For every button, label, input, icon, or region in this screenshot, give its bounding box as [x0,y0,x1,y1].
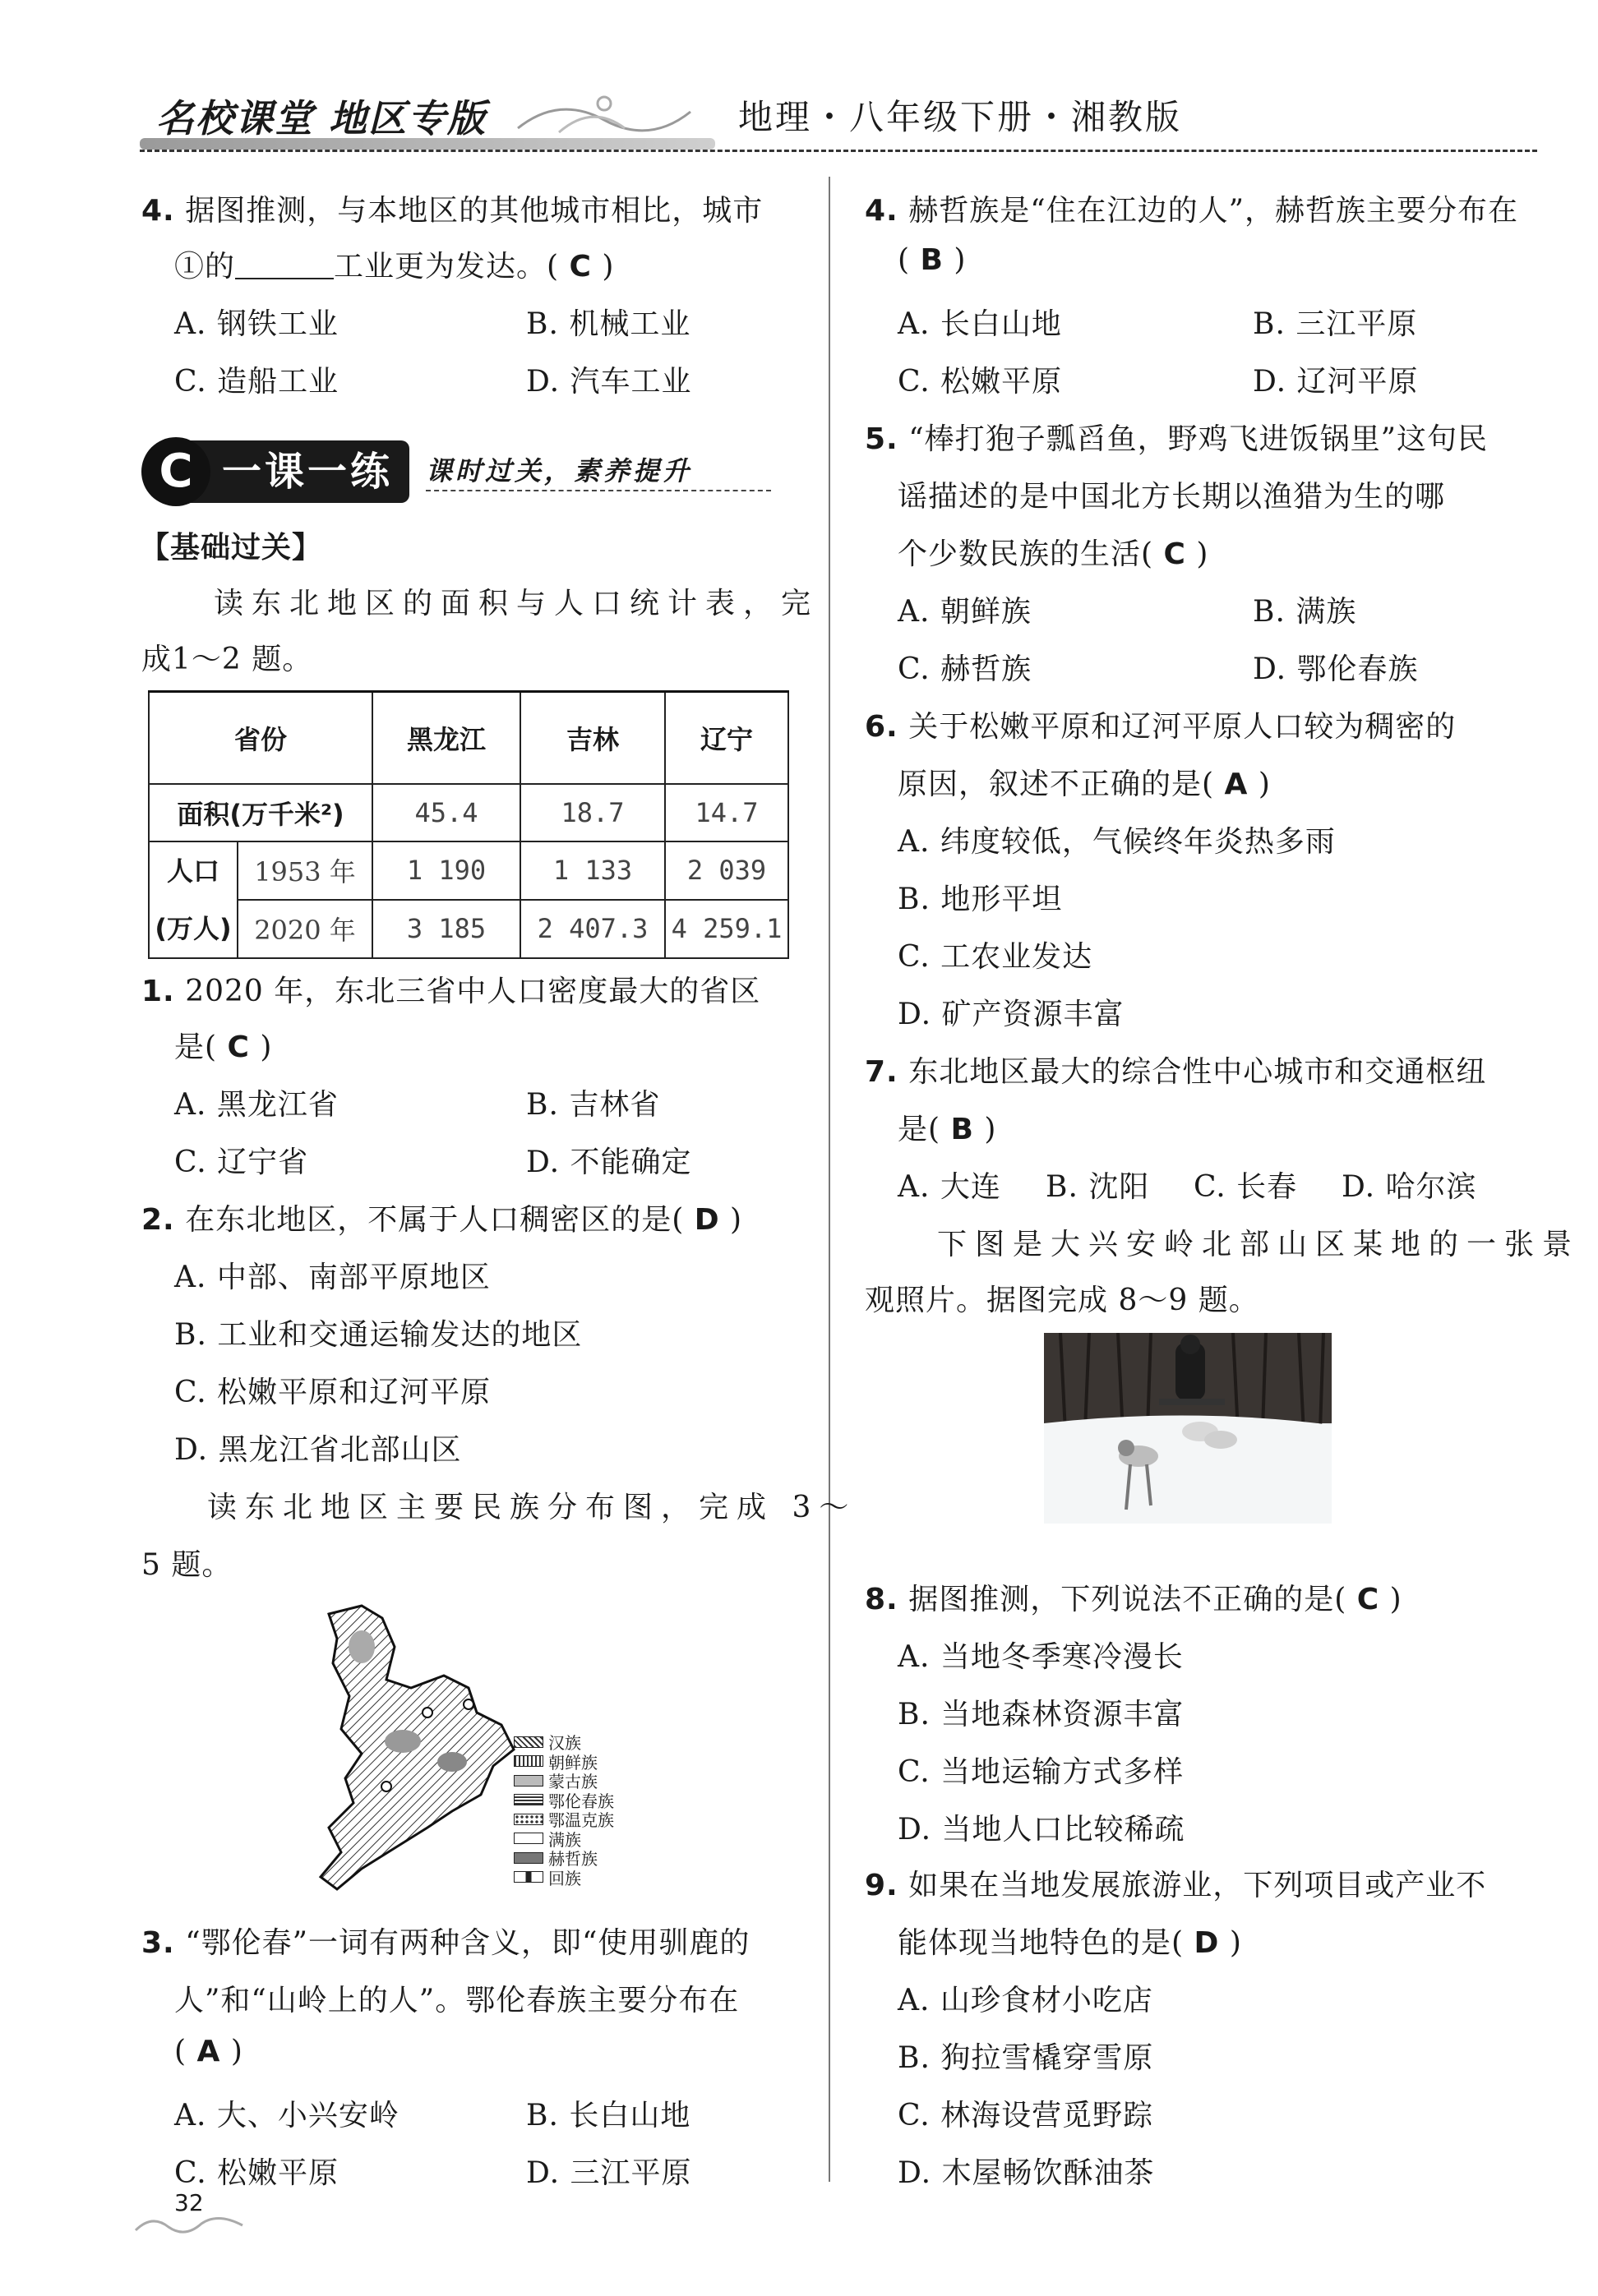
intro-text: 读东北地区的面积与人口统计表，完 [214,587,820,620]
legend-swatch [514,1794,543,1805]
option-a: A. 长白山地 [898,307,1062,341]
option-b: B. 地形平坦 [898,883,1063,916]
table-header: 省份 [149,692,372,784]
question-text: 如果在当地发展旅游业，下列项目或产业不 [908,1869,1487,1902]
paren-close: ) [260,1030,273,1064]
option-c: C. 松嫩平原 [898,365,1063,399]
page-number: 32 [174,2189,204,2216]
question-number: 3. [141,1926,175,1960]
section-letter: C [141,437,210,506]
legend-swatch [514,1871,543,1883]
map-legend [514,1732,614,1887]
question-text: 据图推测，下列说法不正确的是( [908,1583,1347,1616]
legend-label: 鄂温克族 [548,1810,614,1831]
option-b: B. 满族 [1253,595,1357,629]
table-cell: 2 407.3 [520,900,665,958]
question-text: 赫哲族是“住在江边的人”，赫哲族主要分布在 [908,194,1518,228]
option-a: A. 中部、南部平原地区 [174,1261,491,1294]
option-b: B. 狗拉雪橇穿雪原 [898,2041,1154,2075]
brand-title: 名校课堂 地区专版 [156,96,487,141]
header-rule [140,150,1537,152]
answer-letter: C [1356,1583,1380,1616]
answer-letter: C [1163,537,1186,571]
option-d: D. 当地人口比较稀疏 [898,1813,1185,1846]
option-d: D. 辽河平原 [1253,365,1419,399]
table-cell: 1 133 [520,841,665,900]
option-b: B. 当地森林资源丰富 [898,1698,1185,1731]
intro-text: 读东北地区主要民族分布图，完成 3～ [207,1491,857,1524]
paren-close: ) [1389,1583,1402,1616]
paren-close: ) [230,2035,243,2068]
legend-swatch [514,1852,543,1864]
question-text: 2020 年，东北三省中人口密度最大的省区 [185,975,761,1008]
option-c: C. 当地运输方式多样 [898,1755,1185,1789]
option-a: A. 黑龙江省 [174,1088,339,1122]
intro-text: 5 题。 [141,1548,233,1582]
question-number: 1. [141,975,175,1008]
legend-swatch [514,1755,543,1767]
intro-text: 下图是大兴安岭北部山区某地的一张景 [937,1228,1581,1261]
question-text: 东北地区最大的综合性中心城市和交通枢纽 [908,1055,1487,1089]
option-b: B. 机械工业 [526,307,691,341]
option-c: C. 长春 [1194,1170,1298,1204]
option-b: B. 沈阳 [1046,1170,1150,1204]
population-table [148,690,789,959]
question-text: “鄂伦春”一词有两种含义，即“使用驯鹿的 [185,1926,751,1960]
legend-label: 满族 [548,1829,581,1850]
paren-close: ) [1258,768,1271,801]
question-number: 2. [141,1203,175,1237]
table-cell: 3 185 [372,900,520,958]
table-row [149,784,788,841]
question-text: 工业更为发达。( [334,250,560,284]
option-c: C. 赫哲族 [898,652,1032,686]
legend-label: 朝鲜族 [548,1752,598,1773]
paren-close: ) [984,1113,997,1146]
answer-letter: A [196,2035,221,2068]
legend-swatch [514,1736,543,1748]
answer-letter: D [694,1203,720,1237]
option-a: A. 大、小兴安岭 [174,2099,400,2132]
question-number: 6. [865,710,898,744]
table-header: 吉林 [520,692,665,784]
question-text: 原因，叙述不正确的是( [898,768,1215,801]
legend-label: 赫哲族 [548,1849,598,1870]
page-header [140,82,1537,156]
table-cell: 面积(万千米²) [149,784,372,841]
ethnic-map [304,1598,715,1934]
footer-ornament-icon [132,2209,247,2238]
legend-label: 汉族 [548,1733,581,1754]
paren-close: ) [602,250,615,284]
option-a: A. 大连 [898,1170,1001,1204]
table-row [149,692,788,784]
question-text: 在东北地区，不属于人口稠密区的是( [185,1203,685,1237]
section-slogan: 课时过关，素养提升 [426,455,693,486]
option-c: C. 松嫩平原和辽河平原 [174,1376,492,1409]
legend-label: 鄂伦春族 [548,1791,614,1811]
option-c: C. 造船工业 [174,365,339,399]
legend-label: 回族 [548,1868,581,1888]
option-d: D. 黑龙江省北部山区 [174,1433,462,1467]
legend-item [514,1868,614,1888]
table-cell: 1 190 [372,841,520,900]
question-text: 是( [898,1113,941,1146]
section-banner [140,436,789,509]
option-d: D. 不能确定 [526,1146,692,1179]
option-a: A. 山珍食材小吃店 [898,1984,1153,2017]
option-b: B. 三江平原 [1253,307,1418,341]
table-row [149,900,788,958]
dog-sled-photo [1044,1333,1332,1524]
answer-letter: B [950,1113,974,1146]
table-cell: 18.7 [520,784,665,841]
question-text: 据图推测，与本地区的其他城市相比，城市 [185,194,764,228]
pop-unit: (万人) [155,912,232,944]
paren-close: ) [1229,1926,1242,1960]
answer-letter: A [1224,768,1249,801]
question-number: 7. [865,1055,898,1089]
table-cell: 14.7 [665,784,788,841]
table-cell: 4 259.1 [665,900,788,958]
paren-close: ) [1196,537,1209,571]
answer-letter: C [569,250,592,284]
paren-open: ( [174,2035,187,2068]
section-heading: 【基础过关】 [140,531,323,565]
legend-swatch [514,1814,543,1825]
question-number: 4. [865,194,898,228]
legend-swatch [514,1775,543,1787]
intro-text: 成1～2 题。 [141,643,313,676]
option-a: A. 当地冬季寒冷漫长 [898,1640,1184,1674]
question-number: 5. [865,422,898,456]
option-a: A. 纬度较低，气候终年炎热多雨 [898,825,1336,859]
answer-blank [235,255,334,279]
question-text: 人”和“山岭上的人”。鄂伦春族主要分布在 [174,1984,740,2017]
question-text: 谣描述的是中国北方长期以渔猎为生的哪 [898,480,1446,514]
intro-text: 观照片。据图完成 8～9 题。 [865,1284,1259,1317]
question-text: 关于松嫩平原和辽河平原人口较为稠密的 [908,710,1457,744]
legend-label: 蒙古族 [548,1772,598,1792]
paren-close: ) [954,243,967,277]
question-text: 能体现当地特色的是( [898,1926,1185,1960]
table-row [149,841,788,900]
legend-swatch [514,1833,543,1844]
option-d: D. 哈尔滨 [1342,1170,1477,1204]
option-c: C. 松嫩平原 [174,2156,339,2190]
question-number: 9. [865,1869,898,1902]
option-b: B. 长白山地 [526,2099,691,2132]
option-d: D. 汽车工业 [526,365,692,399]
ornament-icon [510,87,699,145]
subject-title: 地理・八年级下册・湘教版 [738,97,1183,137]
answer-letter: B [920,243,944,277]
option-a: A. 朝鲜族 [898,595,1032,629]
option-d: D. 矿产资源丰富 [898,998,1125,1031]
question-text: 是( [174,1030,218,1064]
answer-letter: D [1194,1926,1220,1960]
question-number: 4. [141,194,175,228]
slogan-underline [426,490,771,491]
table-header: 辽宁 [665,692,788,784]
option-d: D. 鄂伦春族 [1253,652,1419,686]
section-title: 一课一练 [179,440,409,503]
question-text: ①的 [174,250,236,284]
table-cell: 1953 年 [238,841,372,900]
question-text: “棒打狍子瓢舀鱼，野鸡飞进饭锅里”这句民 [908,422,1488,456]
paren-close: ) [730,1203,743,1237]
question-number: 8. [865,1583,898,1616]
table-cell [149,841,238,958]
table-cell: 45.4 [372,784,520,841]
pop-label: 人口 [166,855,219,887]
question-text: 个少数民族的生活( [898,537,1154,571]
option-d: D. 三江平原 [526,2156,692,2190]
option-c: C. 辽宁省 [174,1146,309,1179]
column-divider [829,177,830,2182]
option-c: C. 林海设营觅野踪 [898,2099,1154,2132]
option-c: C. 工农业发达 [898,940,1093,974]
paren-open: ( [898,243,911,277]
option-b: B. 工业和交通运输发达的地区 [174,1318,583,1352]
answer-letter: C [227,1030,250,1064]
option-d: D. 木屋畅饮酥油茶 [898,2156,1155,2190]
option-a: A. 钢铁工业 [174,307,339,341]
table-cell: 2020 年 [238,900,372,958]
table-cell: 2 039 [665,841,788,900]
option-b: B. 吉林省 [526,1088,661,1122]
table-header: 黑龙江 [372,692,520,784]
